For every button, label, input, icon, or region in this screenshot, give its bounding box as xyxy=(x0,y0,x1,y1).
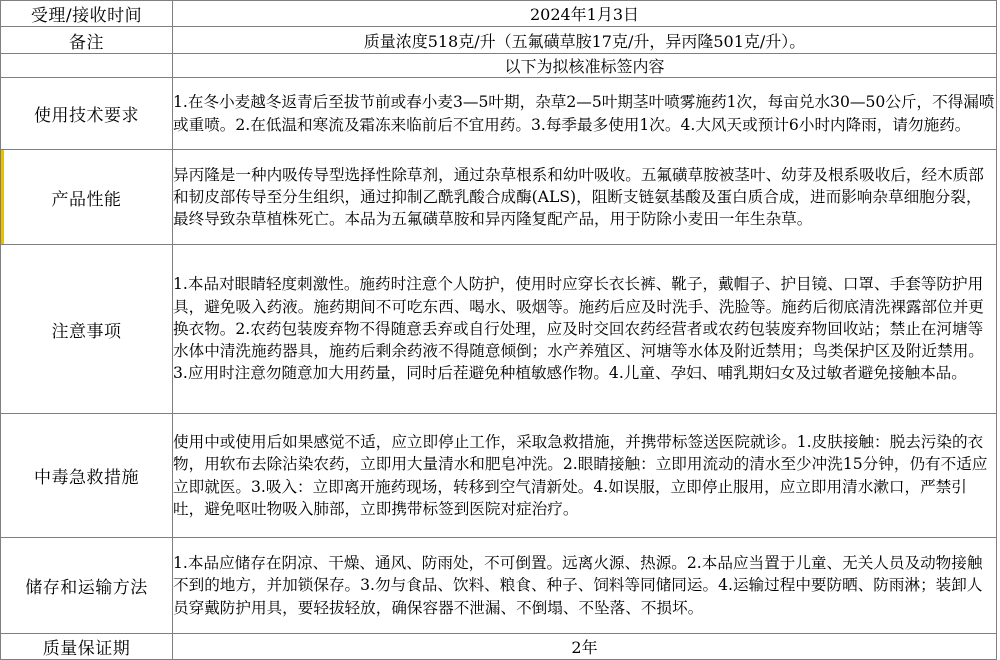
section-header: 以下为拟核准标签内容 xyxy=(173,54,997,78)
shelf-life-value: 2年 xyxy=(173,634,997,660)
row-precautions xyxy=(1,245,997,414)
remark-value: 质量浓度518克/升（五氟磺草胺17克/升，异丙隆501克/升）。 xyxy=(173,27,997,54)
performance-label: 产品性能 xyxy=(1,150,173,245)
first-aid-text: 使用中或使用后如果感觉不适，应立即停止工作，采取急救措施，并携带标签送医院就诊。1.皮肤接触：脱去污染的衣物，用软布去除沾染农药，立即用大量清水和肥皂冲洗。2.眼睛接触：立即用流动的清水至少冲洗15分钟，仍有不适应立即就医。3.吸入：立即离开施药现场，转移到空气清新处。4.如误服，立即停止服用，应立即用清水漱口，严禁引吐，避免呕吐物吸入肺部，立即携带标签到医院对症治疗。 xyxy=(173,414,997,538)
row-storage xyxy=(1,538,997,634)
storage-label: 储存和运输方法 xyxy=(1,538,173,634)
shelf-life-label: 质量保证期 xyxy=(1,634,173,660)
usage-text: 1.在冬小麦越冬返青后至拔节前或春小麦3—5叶期，杂草2—5叶期茎叶喷雾施药1次，每亩兑水30—50公斤，不得漏喷或重喷。2.在低温和寒流及霜冻来临前后不宜用药。3.每季最多使用1次。4.大风天或预计6小时内降雨，请勿施药。 xyxy=(173,78,997,150)
received-time-label: 受理/接收时间 xyxy=(1,1,173,27)
row-first-aid xyxy=(1,414,997,538)
section-header-blank xyxy=(1,54,173,78)
remark-label: 备注 xyxy=(1,27,173,54)
row-received-time xyxy=(1,1,997,27)
precautions-label: 注意事项 xyxy=(1,245,173,414)
received-time-value: 2024年1月3日 xyxy=(173,1,997,27)
storage-text: 1.本品应储存在阴凉、干燥、通风、防雨处，不可倒置。远离火源、热源。2.本品应当置于儿童、无关人员及动物接触不到的地方，并加锁保存。3.勿与食品、饮料、粮食、种子、饲料等同储同运。4.运输过程中要防晒、防雨淋；装卸人员穿戴防护用具，要轻拔轻放，确保容器不泄漏、不倒塌、不坠落、不损坏。 xyxy=(173,538,997,634)
row-remark xyxy=(1,27,997,54)
row-performance xyxy=(1,150,997,245)
performance-text: 异丙隆是一种内吸传导型选择性除草剂，通过杂草根系和幼叶吸收。五氟磺草胺被茎叶、幼芽及根系吸收后，经木质部和韧皮部传导至分生组织，通过抑制乙酰乳酸合成酶(ALS)，阻断支链氨基酸及蛋白质合成，进而影响杂草细胞分裂，最终导致杂草植株死亡。本品为五氟磺草胺和异丙隆复配产品，用于防除小麦田一年生杂草。 xyxy=(173,150,997,245)
first-aid-label: 中毒急救措施 xyxy=(1,414,173,538)
row-section-header xyxy=(1,54,997,78)
usage-label: 使用技术要求 xyxy=(1,78,173,150)
row-shelf-life xyxy=(1,634,997,660)
row-usage xyxy=(1,78,997,150)
precautions-text: 1.本品对眼睛轻度刺激性。施药时注意个人防护，使用时应穿长衣长裤、靴子，戴帽子、护目镜、口罩、手套等防护用具，避免吸入药液。施药期间不可吃东西、喝水、吸烟等。施药后应及时洗手、洗脸等。施药后彻底清洗裸露部位并更换衣物。2.农药包装废弃物不得随意丢弃或自行处理，应及时交回农药经营者或农药包装废弃物回收站；禁止在河塘等水体中清洗施药器具，施药后剩余药液不得随意倾倒；水产养殖区、河塘等水体及附近禁用；鸟类保护区及附近禁用。3.应用时注意勿随意加大用药量，同时后茬避免种植敏感作物。4.儿童、孕妇、哺乳期妇女及过敏者避免接触本品。 xyxy=(173,245,997,414)
